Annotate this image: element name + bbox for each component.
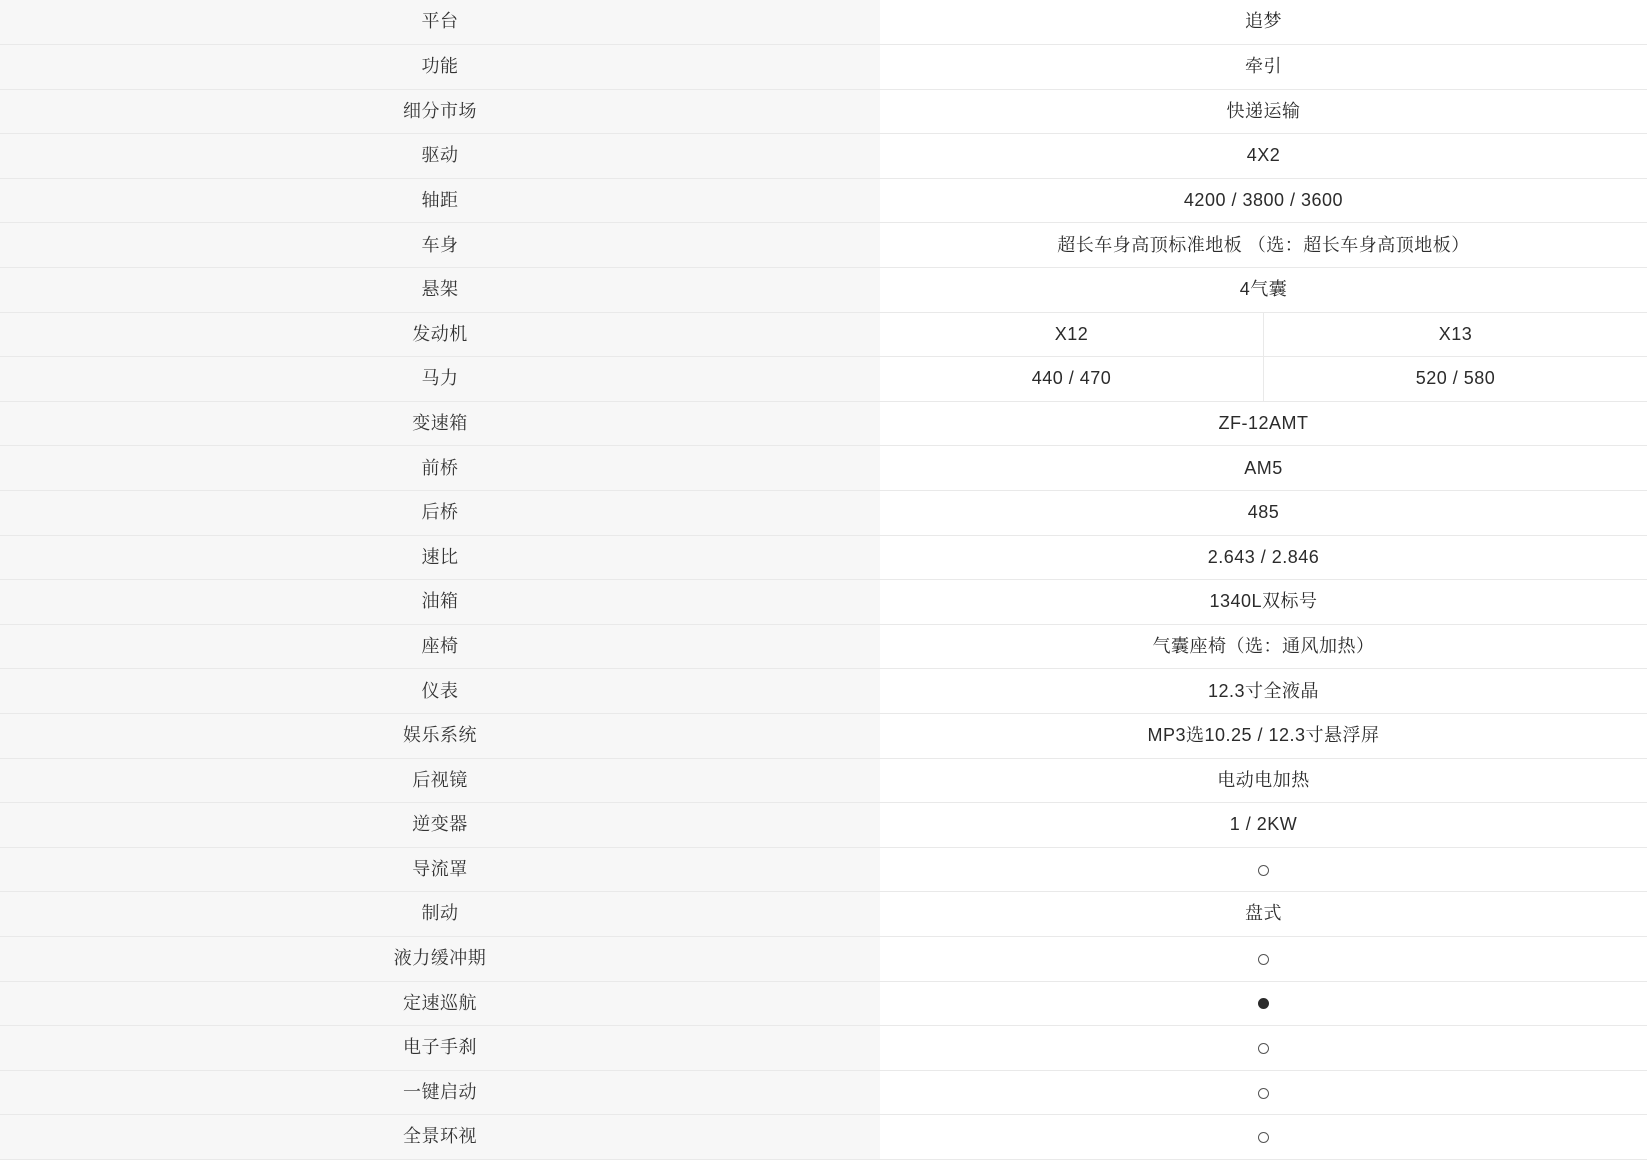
spec-label: 变速箱	[0, 401, 880, 446]
table-row	[0, 1070, 1647, 1115]
spec-value-mark	[880, 1070, 1647, 1115]
spec-value-mark	[880, 1026, 1647, 1071]
table-row	[0, 936, 1647, 981]
table-row	[0, 580, 1647, 625]
spec-value: 4X2	[880, 134, 1647, 179]
spec-value: 4200 / 3800 / 3600	[880, 178, 1647, 223]
spec-label: 发动机	[0, 312, 880, 357]
spec-value-left: 440 / 470	[880, 357, 1264, 402]
spec-value: 气囊座椅（选：通风加热）	[880, 624, 1647, 669]
spec-value: 2.643 / 2.846	[880, 535, 1647, 580]
spec-label: 细分市场	[0, 89, 880, 134]
spec-label: 车身	[0, 223, 880, 268]
spec-label: 悬架	[0, 268, 880, 313]
spec-value: 1340L双标号	[880, 580, 1647, 625]
spec-label: 液力缓冲期	[0, 936, 880, 981]
spec-label: 前桥	[0, 446, 880, 491]
spec-value: 电动电加热	[880, 758, 1647, 803]
spec-label: 轴距	[0, 178, 880, 223]
table-row	[0, 803, 1647, 848]
hollow-circle-icon	[1258, 1043, 1269, 1054]
hollow-circle-icon	[1258, 954, 1269, 965]
table-row	[0, 446, 1647, 491]
table-row	[0, 847, 1647, 892]
spec-value: 4气囊	[880, 268, 1647, 313]
spec-value-right: X13	[1264, 312, 1647, 357]
table-row	[0, 401, 1647, 446]
table-row	[0, 0, 1647, 45]
spec-label: 一键启动	[0, 1070, 880, 1115]
spec-label: 油箱	[0, 580, 880, 625]
hollow-circle-icon	[1258, 1088, 1269, 1099]
table-row	[0, 981, 1647, 1026]
table-row	[0, 669, 1647, 714]
table-row	[0, 1026, 1647, 1071]
spec-value: 1 / 2KW	[880, 803, 1647, 848]
spec-label: 娱乐系统	[0, 714, 880, 759]
spec-label: 功能	[0, 45, 880, 90]
spec-label: 仪表	[0, 669, 880, 714]
spec-value-mark	[880, 1115, 1647, 1160]
spec-label: 马力	[0, 357, 880, 402]
spec-label: 平台	[0, 0, 880, 45]
filled-circle-icon	[1258, 998, 1269, 1009]
hollow-circle-icon	[1258, 1132, 1269, 1143]
spec-label: 速比	[0, 535, 880, 580]
spec-label: 全景环视	[0, 1115, 880, 1160]
spec-value: 超长车身高顶标准地板 （选：超长车身高顶地板）	[880, 223, 1647, 268]
spec-value: AM5	[880, 446, 1647, 491]
table-row	[0, 1115, 1647, 1160]
spec-value: 12.3寸全液晶	[880, 669, 1647, 714]
table-row	[0, 624, 1647, 669]
table-row	[0, 758, 1647, 803]
spec-label: 制动	[0, 892, 880, 937]
spec-value: 牵引	[880, 45, 1647, 90]
table-row	[0, 45, 1647, 90]
spec-value-mark	[880, 936, 1647, 981]
table-row	[0, 714, 1647, 759]
spec-value-left: X12	[880, 312, 1264, 357]
spec-label: 逆变器	[0, 803, 880, 848]
spec-value: 追梦	[880, 0, 1647, 45]
spec-label: 电子手刹	[0, 1026, 880, 1071]
spec-value: 快递运输	[880, 89, 1647, 134]
spec-value: 485	[880, 491, 1647, 536]
table-row	[0, 357, 1647, 402]
table-row	[0, 134, 1647, 179]
hollow-circle-icon	[1258, 865, 1269, 876]
spec-value: ZF-12AMT	[880, 401, 1647, 446]
spec-value-mark	[880, 847, 1647, 892]
spec-value: 盘式	[880, 892, 1647, 937]
spec-label: 后视镜	[0, 758, 880, 803]
table-row	[0, 89, 1647, 134]
table-row	[0, 268, 1647, 313]
table-row	[0, 312, 1647, 357]
table-row	[0, 535, 1647, 580]
spec-label: 定速巡航	[0, 981, 880, 1026]
spec-value-right: 520 / 580	[1264, 357, 1647, 402]
spec-label: 驱动	[0, 134, 880, 179]
spec-label: 后桥	[0, 491, 880, 536]
spec-value-mark	[880, 981, 1647, 1026]
table-row	[0, 491, 1647, 536]
table-row	[0, 223, 1647, 268]
spec-label: 导流罩	[0, 847, 880, 892]
table-row	[0, 892, 1647, 937]
spec-label: 座椅	[0, 624, 880, 669]
table-row	[0, 178, 1647, 223]
spec-value: MP3选10.25 / 12.3寸悬浮屏	[880, 714, 1647, 759]
